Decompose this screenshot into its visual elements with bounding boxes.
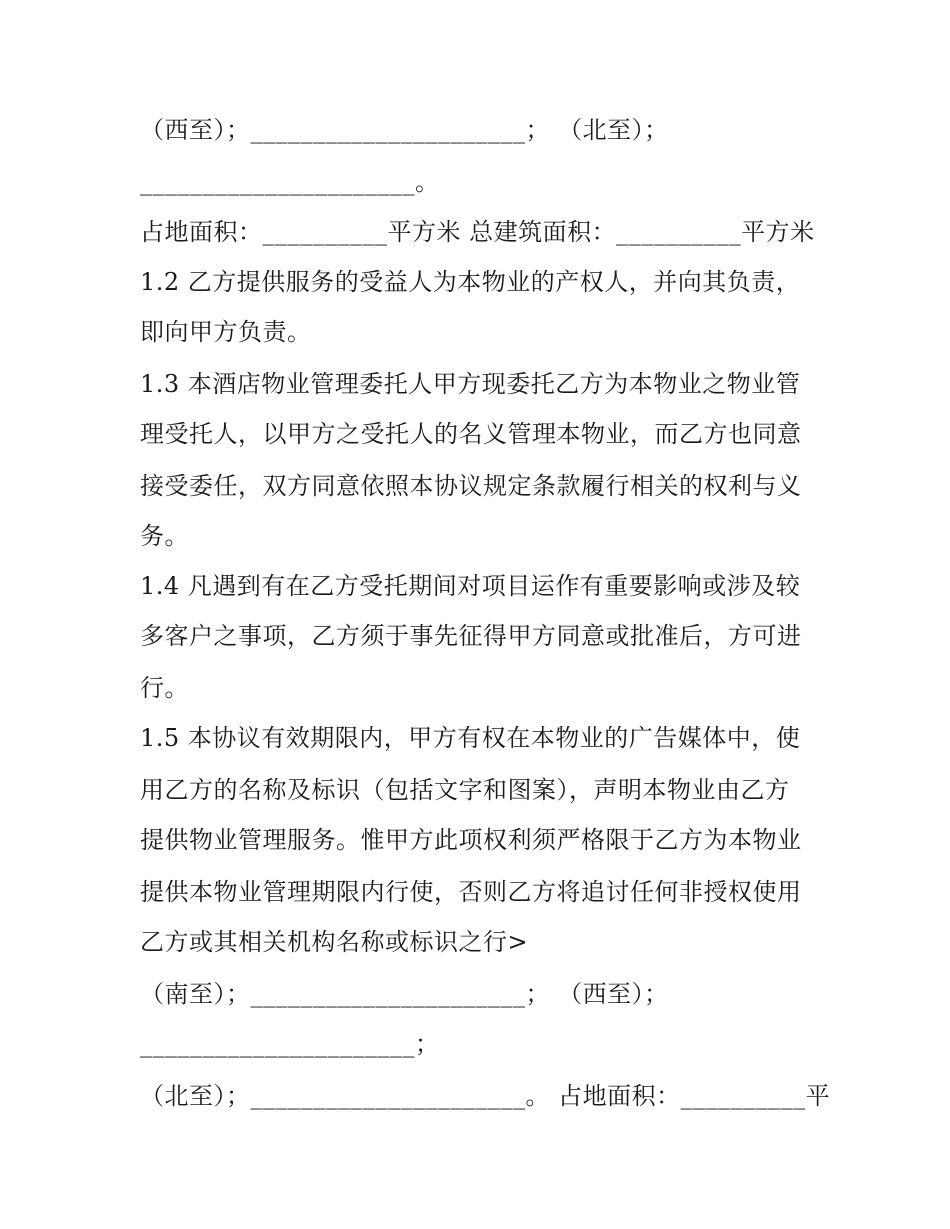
line-text: （南至）；______________________； （西至）； bbox=[140, 980, 669, 1008]
text-line bbox=[140, 876, 820, 908]
line-text: 乙方或其相关机构名称或标识之行> bbox=[140, 928, 529, 956]
text-line bbox=[140, 570, 820, 602]
line-text: 1.2 乙方提供服务的受益人为本物业的产权人，并向其负责， bbox=[140, 268, 801, 296]
line-text: 占地面积：__________平方米 总建筑面积：__________平方米 bbox=[140, 218, 815, 246]
line-text: 多客户之事项，乙方须于事先征得甲方同意或批准后，方可进 bbox=[140, 622, 802, 650]
text-line bbox=[140, 418, 820, 450]
line-text: ______________________； bbox=[140, 1030, 440, 1058]
text-line bbox=[140, 470, 820, 502]
line-text: 用乙方的名称及标识（包括文字和图案），声明本物业由乙方 bbox=[140, 776, 790, 804]
text-line bbox=[140, 722, 820, 754]
text-line bbox=[140, 1080, 831, 1112]
text-line bbox=[140, 978, 820, 1010]
text-line bbox=[140, 266, 820, 298]
text-line bbox=[140, 520, 820, 552]
text-line bbox=[140, 774, 820, 806]
text-line bbox=[140, 824, 820, 856]
line-text: 提供物业管理服务。惟甲方此项权利须严格限于乙方为本物业 bbox=[140, 826, 802, 854]
line-text: （西至）；______________________； （北至）； bbox=[140, 116, 669, 144]
line-text: 1.4 凡遇到有在乙方受托期间对项目运作有重要影响或涉及较 bbox=[140, 572, 801, 600]
line-text: （北至）；______________________。 占地面积：__________平 bbox=[140, 1082, 831, 1110]
text-line bbox=[140, 114, 820, 146]
line-text: 务。 bbox=[140, 522, 189, 550]
text-line bbox=[140, 166, 820, 198]
text-line bbox=[140, 216, 820, 248]
text-line bbox=[140, 620, 820, 652]
text-line bbox=[140, 672, 820, 704]
line-text: 行。 bbox=[140, 674, 189, 702]
text-line bbox=[140, 926, 820, 958]
line-text: 提供本物业管理期限内行使，否则乙方将追讨任何非授权使用 bbox=[140, 878, 802, 906]
text-line bbox=[140, 368, 820, 400]
line-text: 1.5 本协议有效期限内，甲方有权在本物业的广告媒体中，使 bbox=[140, 724, 801, 752]
line-text: ______________________。 bbox=[140, 168, 440, 196]
line-text: 1.3 本酒店物业管理委托人甲方现委托乙方为本物业之物业管 bbox=[140, 370, 801, 398]
line-text: 接受委任，双方同意依照本协议规定条款履行相关的权利与义 bbox=[140, 472, 802, 500]
line-text: 即向甲方负责。 bbox=[140, 318, 312, 346]
text-line bbox=[140, 1028, 820, 1060]
text-line bbox=[140, 316, 820, 348]
line-text: 理受托人，以甲方之受托人的名义管理本物业，而乙方也同意 bbox=[140, 420, 802, 448]
